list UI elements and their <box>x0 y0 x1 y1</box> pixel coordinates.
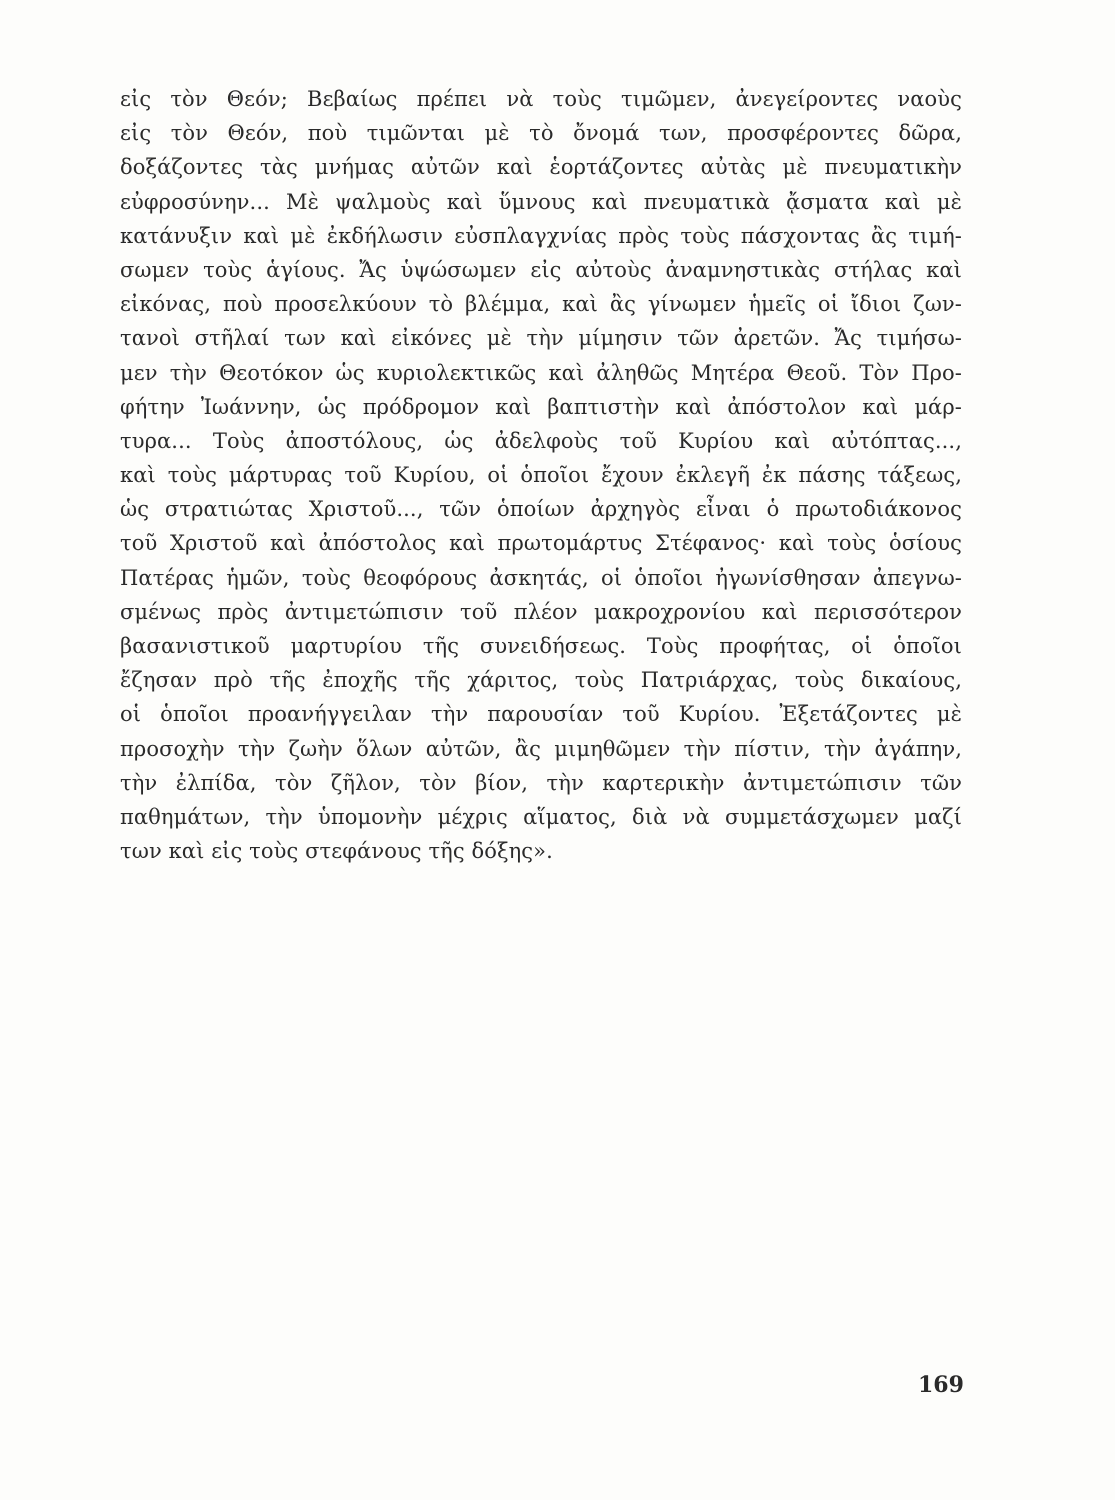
text-line: εἰς τὸν Θεόν, ποὺ τιμῶνται μὲ τὸ ὄνομά των, προσφέροντες δῶρα, <box>120 121 962 146</box>
text-line: τανοὶ στῆλαί των καὶ εἰκόνες μὲ τὴν μίμησιν τῶν ἀρετῶν. Ἄς τιμήσω- <box>120 326 962 351</box>
text-line: κατάνυξιν καὶ μὲ ἐκδήλωσιν εὐσπλαγχνίας πρὸς τοὺς πάσχοντας ἂς τιμή- <box>120 223 962 248</box>
text-line: σωμεν τοὺς ἁγίους. Ἄς ὑψώσωμεν εἰς αὐτοὺς ἀναμνηστικὰς στήλας καὶ <box>120 257 962 282</box>
text-line: τυρα... Τοὺς ἀποστόλους, ὡς ἀδελφοὺς τοῦ Κυρίου καὶ αὐτόπτας..., <box>120 428 962 453</box>
text-line: τοῦ Χριστοῦ καὶ ἀπόστολος καὶ πρωτομάρτυς Στέφανος· καὶ τοὺς ὁσίους <box>120 531 962 556</box>
text-line: εὐφροσύνην... Μὲ ψαλμοὺς καὶ ὕμνους καὶ πνευματικὰ ᾄσματα καὶ μὲ <box>120 189 962 214</box>
text-line: σμένως πρὸς ἀντιμετώπισιν τοῦ πλέον μακροχρονίου καὶ περισσότερον <box>120 599 962 624</box>
text-line: μεν τὴν Θεοτόκον ὡς κυριολεκτικῶς καὶ ἀληθῶς Μητέρα Θεοῦ. Τὸν Προ- <box>120 360 962 385</box>
text-line: καὶ τοὺς μάρτυρας τοῦ Κυρίου, οἱ ὁποῖοι ἔχουν ἐκλεγῆ ἐκ πάσης τάξεως, <box>120 463 962 488</box>
text-line: προσοχὴν τὴν ζωὴν ὅλων αὐτῶν, ἂς μιμηθῶμεν τὴν πίστιν, τὴν ἀγάπην, <box>120 736 962 761</box>
text-line: φήτην Ἰωάννην, ὡς πρόδρομον καὶ βαπτιστὴν καὶ ἀπόστολον καὶ μάρ- <box>120 394 962 419</box>
text-line: εἰκόνας, ποὺ προσελκύουν τὸ βλέμμα, καὶ ἂς γίνωμεν ἡμεῖς οἱ ἴδιοι ζων- <box>120 292 962 317</box>
text-line: οἱ ὁποῖοι προανήγγειλαν τὴν παρουσίαν τοῦ Κυρίου. Ἐξετάζοντες μὲ <box>120 702 962 727</box>
text-line: εἰς τὸν Θεόν; Βεβαίως πρέπει νὰ τοὺς τιμῶμεν, ἀνεγείροντες ναοὺς <box>120 87 962 111</box>
text-line: παθημάτων, τὴν ὑπομονὴν μέχρις αἵματος, διὰ νὰ συμμετάσχωμεν μαζί <box>120 804 962 829</box>
page-number: 169 <box>918 1372 964 1398</box>
text-line: ὡς στρατιώτας Χριστοῦ..., τῶν ὁποίων ἀρχηγὸς εἶναι ὁ πρωτοδιάκονος <box>120 497 962 522</box>
text-line: ἔζησαν πρὸ τῆς ἐποχῆς τῆς χάριτος, τοὺς Πατριάρχας, τοὺς δικαίους, <box>120 668 962 693</box>
text-line: δοξάζοντες τὰς μνήμας αὐτῶν καὶ ἑορτάζοντες αὐτὰς μὲ πνευματικὴν <box>120 155 962 180</box>
text-line-last: των καὶ εἰς τοὺς στεφάνους τῆς δόξης». <box>120 839 553 864</box>
text-line: Πατέρας ἡμῶν, τοὺς θεοφόρους ἀσκητάς, οἱ ὁποῖοι ἠγωνίσθησαν ἀπεγνω- <box>120 565 962 590</box>
text-line: βασανιστικοῦ μαρτυρίου τῆς συνειδήσεως. Τοὺς προφήτας, οἱ ὁποῖοι <box>120 634 962 658</box>
text-line: τὴν ἐλπίδα, τὸν ζῆλον, τὸν βίον, τὴν καρτερικὴν ἀντιμετώπισιν τῶν <box>120 770 962 795</box>
body-text <box>120 82 962 868</box>
